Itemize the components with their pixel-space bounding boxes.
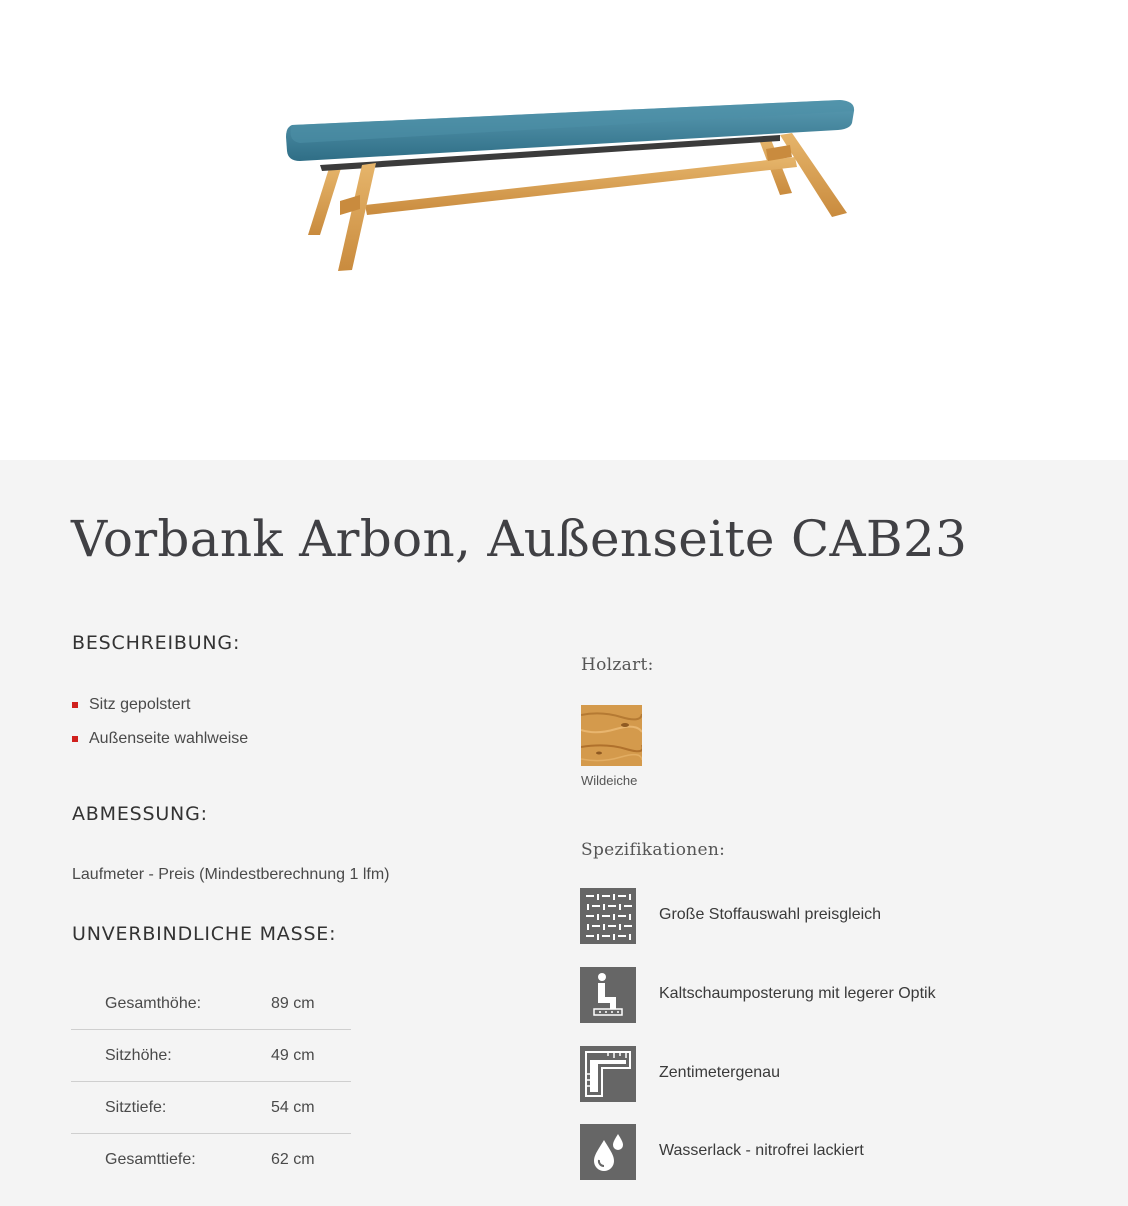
- water-drops-icon: [580, 1124, 636, 1180]
- table-row: Gesamttiefe: 62 cm: [71, 1134, 351, 1186]
- product-details: [0, 460, 1128, 1206]
- spec-item: [580, 1046, 1080, 1102]
- spec-label: Kaltschaumposterung mit legerer Optik: [659, 985, 936, 1002]
- product-image-area: [0, 0, 1128, 460]
- fabric-pattern-icon: [580, 888, 636, 944]
- list-item: Sitz gepolstert: [72, 695, 248, 729]
- spec-item: [580, 967, 1080, 1023]
- bullet-marker: [72, 702, 78, 708]
- description-heading: BESCHREIBUNG:: [72, 632, 241, 654]
- spec-label: Große Stoffauswahl preisgleich: [659, 906, 882, 923]
- measures-table: [71, 978, 351, 1185]
- description-list: [72, 695, 248, 763]
- specs-heading: Spezifikationen:: [581, 840, 726, 860]
- dimension-text: Laufmeter - Preis (Mindestberechnung 1 lfm): [72, 866, 390, 883]
- table-row: Sitztiefe: 54 cm: [71, 1082, 351, 1134]
- measures-heading: UNVERBINDLICHE MASSE:: [72, 923, 337, 945]
- ruler-corner-icon: [580, 1046, 636, 1102]
- wood-swatch-label: Wildeiche: [581, 773, 638, 788]
- table-row: Sitzhöhe: 49 cm: [71, 1030, 351, 1082]
- dimension-heading: ABMESSUNG:: [72, 803, 208, 825]
- spec-item: [580, 1124, 1080, 1180]
- spec-label: Zentimetergenau: [659, 1064, 780, 1081]
- spec-label: Wasserlack - nitrofrei lackiert: [659, 1142, 864, 1159]
- list-item: Außenseite wahlweise: [72, 729, 248, 763]
- wood-heading: Holzart:: [581, 655, 654, 675]
- spec-item: [580, 888, 1080, 944]
- bench-product-image: [270, 85, 870, 285]
- product-title: Vorbank Arbon, Außenseite CAB23: [71, 510, 968, 568]
- wood-swatch[interactable]: [581, 705, 642, 766]
- seated-person-icon: [580, 967, 636, 1023]
- table-row: Gesamthöhe: 89 cm: [105, 994, 315, 1012]
- bullet-marker: [72, 736, 78, 742]
